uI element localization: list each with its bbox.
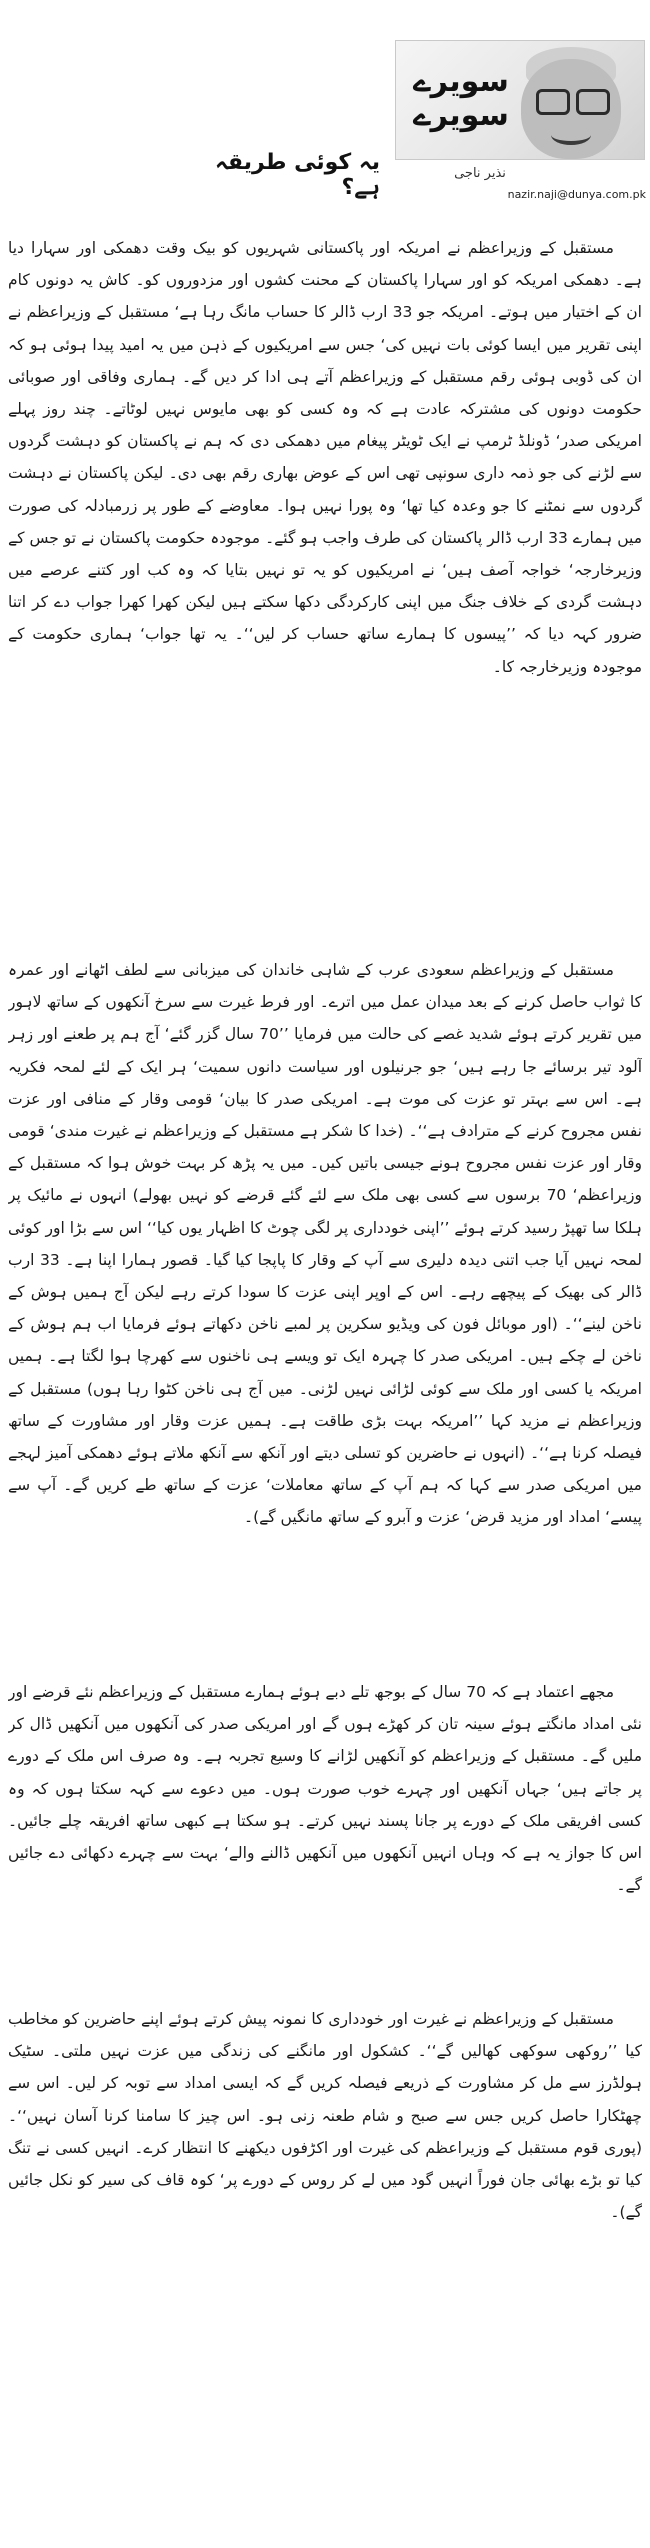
author-email: nazir.naji@dunya.com.pk bbox=[507, 188, 646, 201]
article-paragraph-3: مجھے اعتماد ہے کہ 70 سال کے بوجھ تلے دبے ہوئے ہمارے مستقبل کے وزیراعظم نئے قرضے اور نئی امداد مانگتے ہوئے سینہ تان کر کھڑے ہوں گے اور امریکی صدر کی آنکھوں میں آنکھیں ڈال کر ملیں گے۔ مستقبل کے وزیراعظم کو آنکھیں لڑانے کا وسیع تجربہ ہے۔ وہ صرف اس ملک کے دورے پر جاتے ہیں‘ جہاں آنکھیں اور چہرے خوب صورت ہوں۔ میں دعوے سے کہہ سکتا ہوں کہ وہ کسی افریقی ملک کے دورے پر جانا پسند نہیں کرتے۔ ہو سکتا ہے کبھی ساتھ افریقہ چلے جائیں۔ اس کا جواز یہ ہے کہ وہاں انہیں آنکھوں میں آنکھیں ڈالنے والے‘ بہت سے چہرے دکھائی دے جائیں گے۔ bbox=[8, 1683, 642, 1895]
columnist-banner bbox=[395, 40, 645, 160]
article-paragraph-2: مستقبل کے وزیراعظم سعودی عرب کے شاہی خاندان کی میزبانی سے لطف اٹھانے اور عمرہ کا ثواب حاصل کرنے کے بعد میدان عمل میں اترے۔ اور فرط غیرت سے سرخ آنکھوں کے ساتھ لاہور میں تقریر کرتے ہوئے شدید غصے کی حالت میں فرمایا ’’70 سال گزر گئے‘ آج ہم پر طعنے اور زہر آلود تیر برسائے جا رہے ہیں‘ جو جرنیلوں اور سیاست دانوں سمیت‘ ہر ایک کے لئے لمحہ فکریہ ہے۔ اس سے بہتر تو عزت کی موت ہے۔ امریکی صدر کا بیان‘ قومی وقار کے منافی اور عزت نفس مجروح کرنے کے مترادف ہے‘‘۔ (خدا کا شکر ہے مستقبل کے وزیراعظم نے غیرت مندی‘ قومی وقار اور عزت نفس مجروح ہونے جیسی باتیں کیں۔ میں یہ پڑھ کر بہت خوش ہوا کہ مستقبل کے وزیراعظم‘ 70 برسوں سے کسی بھی ملک سے لئے گئے قرضے کو نہیں بھولے) انہوں نے مائیک پر ہلکا سا تھپڑ رسید کرتے ہوئے ’’اپنی خودداری پر لگی چوٹ کا اظہار یوں کیا‘‘ اس سے بڑا اور کوئی لمحہ نہیں آیا جب اتنی دیدہ دلیری سے آپ کے وقار کا پاپجا کیا گیا۔ قصور ہمارا اپنا ہے۔ 33 ارب ڈالر کی بھیک کے پیچھے رہے۔ اس کے اوپر اپنی عزت کا سودا کرتے رہے لیکن آج ہمیں ہوش کے ناخن لینے‘‘۔ (اور موبائل فون کی ویڈیو سکرین پر لمبے ناخن دکھاتے ہوئے فرمایا اب ہم ہوش کے ناخن لے چکے ہیں۔ امریکی صدر کا چہرہ ایک تو ویسے ہی ناخنوں سے کھرچا ہوا لگتا ہے۔ ہمیں امریکہ یا کسی اور ملک سے کوئی لڑائی نہیں لڑنی۔ میں آج ہی ناخن کٹوا رہا ہوں) مستقبل کے وزیراعظم نے مزید کہا ’’امریکہ بہت بڑی طاقت ہے۔ ہمیں عزت وقار اور مشاورت کے ساتھ فیصلہ کرنا ہے‘‘۔ (انہوں نے حاضرین کو تسلی دیتے اور آنکھ سے آنکھ ملاتے ہوئے دھمکی آمیز لہجے میں امریکی صدر سے کہا کہ ہم آپ کے ساتھ معاملات‘ عزت کے ساتھ طے کریں گے۔ آپ سے پیسے‘ امداد اور مزید قرض‘ عزت و آبرو کے ساتھ مانگیں گے)۔ bbox=[8, 961, 642, 1527]
article-headline: یہ کوئی طریقہ ہے؟ bbox=[215, 150, 380, 200]
glasses-left-lens bbox=[536, 89, 570, 115]
column-title bbox=[402, 65, 520, 135]
column-title-line-2: سویرے bbox=[413, 98, 509, 133]
column-title-line-1: سویرے bbox=[413, 64, 509, 99]
article-paragraph-1: مستقبل کے وزیراعظم نے امریکہ اور پاکستانی شہریوں کو بیک وقت دھمکی اور سہارا دیا ہے۔ دھمکی امریکہ کو اور سہارا پاکستان کے محنت کشوں اور مزدوروں کو۔ کاش یہ دونوں کام ان کے اختیار میں ہوتے۔ امریکہ جو 33 ارب ڈالر کا حساب مانگ رہا ہے‘ مستقبل کے وزیراعظم نے اپنی تقریر میں ایسا کوئی بات نہیں کی‘ جس سے امریکیوں کے ذہن میں یہ امید پیدا ہوئی ہو کہ ان کی ڈوبی ہوئی رقم مستقبل کے وزیراعظم آتے ہی ادا کر دیں گے۔ ہماری وفاقی اور صوبائی حکومت دونوں کی مشترکہ عادت ہے کہ وہ کسی کو بھی مایوس نہیں لوٹاتے۔ چند روز پہلے امریکی صدر‘ ڈونلڈ ٹرمپ نے ایک ٹویٹر پیغام میں دھمکی دی کہ ہم نے پاکستان کو دہشت گردوں سے لڑنے کی جو ذمہ داری سونپی تھی اس کے عوض بھاری رقم بھی دی۔ لیکن پاکستان نے دہشت گردوں سے نمٹنے کا جو وعدہ کیا تھا‘ وہ پورا نہیں ہوا۔ معاوضے کے طور پر زرمبادلہ کی صورت میں ہمارے 33 ارب ڈالر پاکستان کی طرف واجب ہو گئے۔ موجودہ حکومت پاکستان نے تو جس کے وزیرخارجہ‘ خواجہ آصف ہیں‘ نے امریکیوں کو یہ تو نہیں بتایا کہ وہ کب اور کتنے عرصے میں دہشت گردی کے خلاف جنگ میں اپنی کارکردگی دکھا سکتے ہیں لیکن کھرا کھرا جواب دے کر اتنا ضرور کہہ دیا کہ ’’پیسوں کا ہمارے ساتھ حساب کر لیں‘‘۔ یہ تھا جواب‘ ہماری حکومت کے موجودہ وزیرخارجہ کا۔ bbox=[8, 239, 642, 676]
article-body bbox=[8, 232, 642, 2375]
glasses-right-lens bbox=[576, 89, 610, 115]
column-header bbox=[0, 0, 650, 220]
author-name: نذیر ناجی bbox=[454, 166, 506, 181]
article-paragraph-4: مستقبل کے وزیراعظم نے غیرت اور خودداری کا نمونہ پیش کرتے ہوئے اپنے حاضرین کو مخاطب کیا ’’روکھی سوکھی کھالیں گے‘‘۔ کشکول اور مانگنے کی زندگی میں عزت نہیں ملتی۔ سٹیک ہولڈرز سے مل کر مشاورت کے ذریعے فیصلہ کریں گے کہ ایسی امداد سے توبہ کر لیں۔ اس سے چھٹکارا حاصل کریں جس سے صبح و شام طعنہ زنی ہو۔ اس چیز کا سامنا کرنا آسان نہیں‘‘۔ (پوری قوم مستقبل کے وزیراعظم کی غیرت اور اکڑفوں دیکھنے کا انتظار کرے۔ انہیں کسی نے تنگ کیا تو بڑے بھائی جان فوراً انہیں گود میں لے کر روس کے دورے پر‘ کوہ قاف کی سیر کو نکل جائیں گے)۔ bbox=[8, 2010, 642, 2222]
portrait-smile bbox=[551, 125, 591, 145]
